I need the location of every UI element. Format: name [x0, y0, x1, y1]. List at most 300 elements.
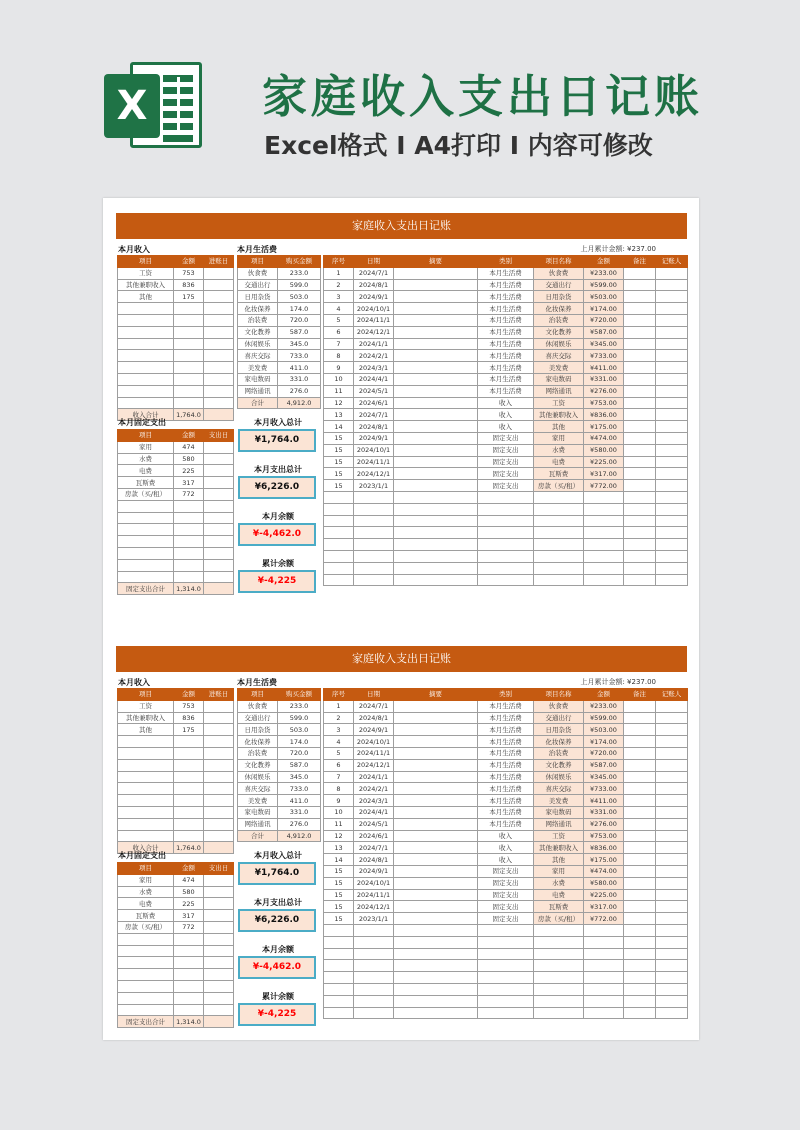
table-cell: 474 [174, 441, 204, 453]
col-header: 项目 [238, 256, 278, 268]
table-cell [394, 901, 478, 913]
table-cell: 233.0 [278, 700, 321, 712]
table-cell: ¥503.00 [584, 724, 624, 736]
table-cell: ¥411.00 [584, 795, 624, 807]
table-cell [624, 877, 656, 889]
table-row [118, 874, 234, 886]
table-row [118, 910, 234, 922]
table-cell: ¥720.00 [584, 747, 624, 759]
table-row [118, 759, 234, 771]
table-cell [394, 491, 478, 503]
table-cell: ¥753.00 [584, 830, 624, 842]
table-cell [118, 547, 174, 559]
total-label: 合计 [238, 397, 278, 409]
table-cell [624, 574, 656, 586]
table-cell [394, 468, 478, 480]
table-row [238, 806, 321, 818]
col-header: 摘要 [394, 256, 478, 268]
page-title: 家庭收入支出日记账 [262, 70, 704, 123]
table-cell [204, 559, 234, 571]
table-cell [324, 983, 354, 995]
table-cell: ¥317.00 [584, 468, 624, 480]
table-cell [534, 1007, 584, 1019]
table-row [238, 326, 321, 338]
table-row [238, 291, 321, 303]
table-cell [324, 960, 354, 972]
table-cell [624, 1007, 656, 1019]
table-cell [174, 980, 204, 992]
table-cell [534, 983, 584, 995]
table-cell: 固定支出 [478, 456, 534, 468]
table-cell [394, 795, 478, 807]
table-cell: 本月生活费 [478, 759, 534, 771]
table-row [238, 771, 321, 783]
table-cell [584, 539, 624, 551]
table-row [324, 747, 688, 759]
table-row [238, 783, 321, 795]
table-cell: 收入 [478, 842, 534, 854]
table-cell [394, 854, 478, 866]
table-cell [656, 1007, 688, 1019]
table-cell [624, 491, 656, 503]
table-row [324, 842, 688, 854]
table-cell [394, 936, 478, 948]
col-header: 备注 [624, 689, 656, 701]
table-row [118, 373, 234, 385]
table-cell [394, 539, 478, 551]
table-cell: 331.0 [278, 373, 321, 385]
table-cell: 瓦斯费 [534, 468, 584, 480]
table-cell: 电费 [118, 898, 174, 910]
table-cell: 文化教养 [238, 326, 278, 338]
table-cell: 2 [324, 712, 354, 724]
table-cell [478, 539, 534, 551]
table-cell [118, 385, 174, 397]
table-cell: 本月生活费 [478, 724, 534, 736]
table-cell: 家用 [534, 865, 584, 877]
table-cell [354, 527, 394, 539]
table-cell [324, 491, 354, 503]
table-cell [394, 960, 478, 972]
table-cell: 本月生活费 [478, 279, 534, 291]
table-cell [174, 818, 204, 830]
table-cell: 家电数码 [534, 806, 584, 818]
total-value: 1,764.0 [174, 409, 204, 421]
table-row [324, 983, 688, 995]
table-row [324, 456, 688, 468]
table-row [118, 830, 234, 842]
table-cell: ¥733.00 [584, 350, 624, 362]
table-row [118, 338, 234, 350]
table-cell: 本月生活费 [478, 795, 534, 807]
ledger-section [116, 213, 687, 603]
table-cell [204, 362, 234, 374]
table-row [324, 771, 688, 783]
table-cell: 2024/12/1 [354, 901, 394, 913]
table-cell [478, 936, 534, 948]
table-cell [118, 314, 174, 326]
table-cell [656, 397, 688, 409]
col-header: 类别 [478, 689, 534, 701]
table-cell [174, 992, 204, 1004]
table-cell [174, 771, 204, 783]
table-row [118, 933, 234, 945]
table-cell [584, 503, 624, 515]
table-row [238, 373, 321, 385]
table-cell [656, 712, 688, 724]
table-cell [478, 983, 534, 995]
table-cell: 喜庆交际 [238, 783, 278, 795]
table-row [118, 524, 234, 536]
table-cell [478, 960, 534, 972]
table-cell [204, 267, 234, 279]
table-cell [534, 948, 584, 960]
table-cell: ¥345.00 [584, 338, 624, 350]
table-row [118, 267, 234, 279]
table-cell [204, 874, 234, 886]
table-cell: 固定支出 [478, 889, 534, 901]
table-cell: 503.0 [278, 291, 321, 303]
table-cell [204, 1004, 234, 1016]
table-cell [656, 421, 688, 433]
table-cell [656, 983, 688, 995]
table-cell: 家电数码 [238, 373, 278, 385]
table-cell [656, 913, 688, 925]
table-cell [584, 491, 624, 503]
previous-total: 上月累计金额: ¥237.00 [580, 678, 656, 686]
table-cell: 瓦斯费 [534, 901, 584, 913]
col-header: 金额 [584, 689, 624, 701]
table-cell: 4 [324, 303, 354, 315]
table-cell [624, 700, 656, 712]
table-cell [394, 995, 478, 1007]
table-cell [324, 972, 354, 984]
table-cell [656, 948, 688, 960]
table-row [324, 854, 688, 866]
table-cell [534, 960, 584, 972]
table-cell [174, 571, 204, 583]
table-cell: 本月生活费 [478, 818, 534, 830]
balance-value: ¥-4,462.0 [238, 956, 316, 979]
table-row [118, 898, 234, 910]
table-cell [394, 924, 478, 936]
expense-total-value: ¥6,226.0 [238, 476, 316, 499]
table-cell: 720.0 [278, 747, 321, 759]
table-row [118, 465, 234, 477]
table-cell: 2024/11/1 [354, 889, 394, 901]
table-row [324, 326, 688, 338]
table-cell [204, 712, 234, 724]
table-cell: ¥411.00 [584, 362, 624, 374]
table-cell: 599.0 [278, 279, 321, 291]
table-cell [394, 830, 478, 842]
table-cell: 2024/2/1 [354, 783, 394, 795]
table-cell [656, 527, 688, 539]
table-cell: 工资 [534, 830, 584, 842]
table-cell [354, 972, 394, 984]
table-cell [324, 1007, 354, 1019]
col-header: 日期 [354, 256, 394, 268]
table-cell: 2024/3/1 [354, 795, 394, 807]
table-cell: ¥233.00 [584, 700, 624, 712]
table-cell: 7 [324, 338, 354, 350]
table-cell: 11 [324, 385, 354, 397]
table-cell [354, 995, 394, 1007]
table-row [118, 512, 234, 524]
table-cell: 345.0 [278, 771, 321, 783]
table-cell: 15 [324, 468, 354, 480]
journal-table [323, 688, 688, 1019]
table-cell: 水费 [534, 877, 584, 889]
table-cell: 本月生活费 [478, 338, 534, 350]
table-cell [656, 783, 688, 795]
table-cell: ¥225.00 [584, 456, 624, 468]
col-header: 支出日 [204, 430, 234, 442]
table-cell [624, 279, 656, 291]
table-cell [534, 574, 584, 586]
income-table [117, 255, 234, 421]
table-cell [624, 562, 656, 574]
table-cell [624, 712, 656, 724]
table-cell [354, 503, 394, 515]
table-cell [656, 291, 688, 303]
table-cell [394, 456, 478, 468]
table-cell: 电费 [534, 456, 584, 468]
table-cell: ¥345.00 [584, 771, 624, 783]
table-cell [584, 936, 624, 948]
table-cell: 174.0 [278, 736, 321, 748]
table-cell [656, 432, 688, 444]
table-cell [174, 314, 204, 326]
table-cell [118, 559, 174, 571]
table-row [324, 444, 688, 456]
table-cell [624, 267, 656, 279]
table-cell: ¥720.00 [584, 314, 624, 326]
table-cell: ¥174.00 [584, 303, 624, 315]
table-cell [394, 877, 478, 889]
table-cell: ¥587.00 [584, 326, 624, 338]
table-row [118, 886, 234, 898]
table-cell: ¥772.00 [584, 480, 624, 492]
table-cell [656, 267, 688, 279]
table-cell [204, 759, 234, 771]
table-row [324, 373, 688, 385]
table-cell [656, 736, 688, 748]
table-row [118, 326, 234, 338]
table-cell [204, 969, 234, 981]
table-cell: 4 [324, 736, 354, 748]
table-row [324, 350, 688, 362]
table-cell: 固定支出 [478, 432, 534, 444]
table-cell [174, 759, 204, 771]
table-cell [394, 1007, 478, 1019]
table-cell [204, 724, 234, 736]
table-cell [204, 453, 234, 465]
table-cell: 2024/6/1 [354, 830, 394, 842]
balance-label: 本月余额 [262, 512, 294, 521]
table-cell: 11 [324, 818, 354, 830]
table-cell [324, 539, 354, 551]
total-row [238, 397, 321, 409]
table-cell [394, 842, 478, 854]
table-cell [624, 747, 656, 759]
table-row [324, 491, 688, 503]
table-row [238, 700, 321, 712]
table-cell: 411.0 [278, 362, 321, 374]
table-cell [174, 338, 204, 350]
table-cell: 日用杂货 [238, 724, 278, 736]
total-value: 1,314.0 [174, 1016, 204, 1028]
table-cell [118, 806, 174, 818]
table-cell [394, 783, 478, 795]
table-cell [584, 960, 624, 972]
table-cell: 2024/7/1 [354, 700, 394, 712]
table-cell [174, 326, 204, 338]
table-cell: 474 [174, 874, 204, 886]
table-cell [204, 536, 234, 548]
table-cell [656, 795, 688, 807]
table-cell: 网络通讯 [534, 818, 584, 830]
table-cell: ¥836.00 [584, 409, 624, 421]
col-header: 金额 [174, 430, 204, 442]
table-row [238, 279, 321, 291]
table-cell [204, 1016, 234, 1028]
table-cell: 治装费 [534, 747, 584, 759]
col-header: 备注 [624, 256, 656, 268]
table-cell [204, 921, 234, 933]
table-cell: 水费 [118, 453, 174, 465]
table-row [324, 562, 688, 574]
living-label: 本月生活费 [237, 245, 277, 254]
table-cell: 伙食费 [534, 267, 584, 279]
table-cell: 5 [324, 747, 354, 759]
table-cell: 15 [324, 889, 354, 901]
table-row [324, 267, 688, 279]
table-cell [324, 550, 354, 562]
table-cell: 10 [324, 806, 354, 818]
table-cell: 水费 [118, 886, 174, 898]
table-cell: 工资 [118, 267, 174, 279]
table-cell: 175 [174, 724, 204, 736]
table-cell [174, 933, 204, 945]
table-cell [394, 889, 478, 901]
table-cell: 599.0 [278, 712, 321, 724]
table-row [324, 421, 688, 433]
table-cell [118, 945, 174, 957]
table-cell: 固定支出 [478, 901, 534, 913]
table-cell [624, 539, 656, 551]
table-cell: 本月生活费 [478, 350, 534, 362]
table-cell [656, 972, 688, 984]
table-cell [204, 291, 234, 303]
table-row [324, 865, 688, 877]
table-cell: 1 [324, 700, 354, 712]
table-cell: 2024/8/1 [354, 421, 394, 433]
table-cell [394, 385, 478, 397]
table-row [238, 303, 321, 315]
table-cell: 580 [174, 886, 204, 898]
table-cell: 交通出行 [534, 279, 584, 291]
table-cell [204, 933, 234, 945]
table-cell: 工资 [118, 700, 174, 712]
table-cell [174, 830, 204, 842]
table-cell [118, 397, 174, 409]
table-cell: 720.0 [278, 314, 321, 326]
table-cell: 家用 [534, 432, 584, 444]
table-cell [118, 795, 174, 807]
table-cell [656, 995, 688, 1007]
table-cell: 3 [324, 724, 354, 736]
table-cell [204, 910, 234, 922]
previous-total: 上月累计金额: ¥237.00 [580, 245, 656, 253]
table-cell: 本月生活费 [478, 700, 534, 712]
table-cell: 9 [324, 795, 354, 807]
table-cell: 2024/7/1 [354, 267, 394, 279]
table-cell [118, 500, 174, 512]
table-cell: 本月生活费 [478, 385, 534, 397]
table-cell [624, 527, 656, 539]
table-row [324, 889, 688, 901]
table-cell [394, 712, 478, 724]
table-cell [394, 267, 478, 279]
col-header: 项目 [238, 689, 278, 701]
table-cell: 家电数码 [534, 373, 584, 385]
table-cell: 收入 [478, 409, 534, 421]
table-cell [584, 983, 624, 995]
table-cell: ¥733.00 [584, 783, 624, 795]
table-cell: 收入 [478, 854, 534, 866]
table-cell: 2024/9/1 [354, 865, 394, 877]
table-row [324, 291, 688, 303]
table-cell [394, 444, 478, 456]
table-cell: 2024/10/1 [354, 736, 394, 748]
table-cell [174, 536, 204, 548]
table-cell [394, 574, 478, 586]
table-cell: 580 [174, 453, 204, 465]
table-cell [624, 889, 656, 901]
table-cell [204, 886, 234, 898]
table-cell: 1 [324, 267, 354, 279]
table-cell: ¥580.00 [584, 444, 624, 456]
table-cell: 伙食费 [238, 700, 278, 712]
table-cell: ¥580.00 [584, 877, 624, 889]
table-cell: 本月生活费 [478, 771, 534, 783]
table-cell: 733.0 [278, 783, 321, 795]
living-table [237, 688, 321, 842]
table-cell [174, 783, 204, 795]
table-cell: 15 [324, 432, 354, 444]
table-cell: 网络通讯 [238, 385, 278, 397]
table-cell [394, 550, 478, 562]
table-row [324, 362, 688, 374]
table-row [324, 913, 688, 925]
table-row [118, 453, 234, 465]
table-cell [324, 995, 354, 1007]
table-cell: 345.0 [278, 338, 321, 350]
table-row [118, 350, 234, 362]
table-cell: 836 [174, 279, 204, 291]
table-cell: 文化教养 [534, 326, 584, 338]
expense-total-label: 本月支出总计 [254, 465, 302, 474]
table-cell: 6 [324, 759, 354, 771]
col-header: 项目 [118, 689, 174, 701]
income-total-value: ¥1,764.0 [238, 862, 316, 885]
table-cell: 587.0 [278, 759, 321, 771]
table-cell [394, 724, 478, 736]
table-cell: 其他兼职收入 [534, 409, 584, 421]
table-cell [174, 500, 204, 512]
total-row [238, 830, 321, 842]
